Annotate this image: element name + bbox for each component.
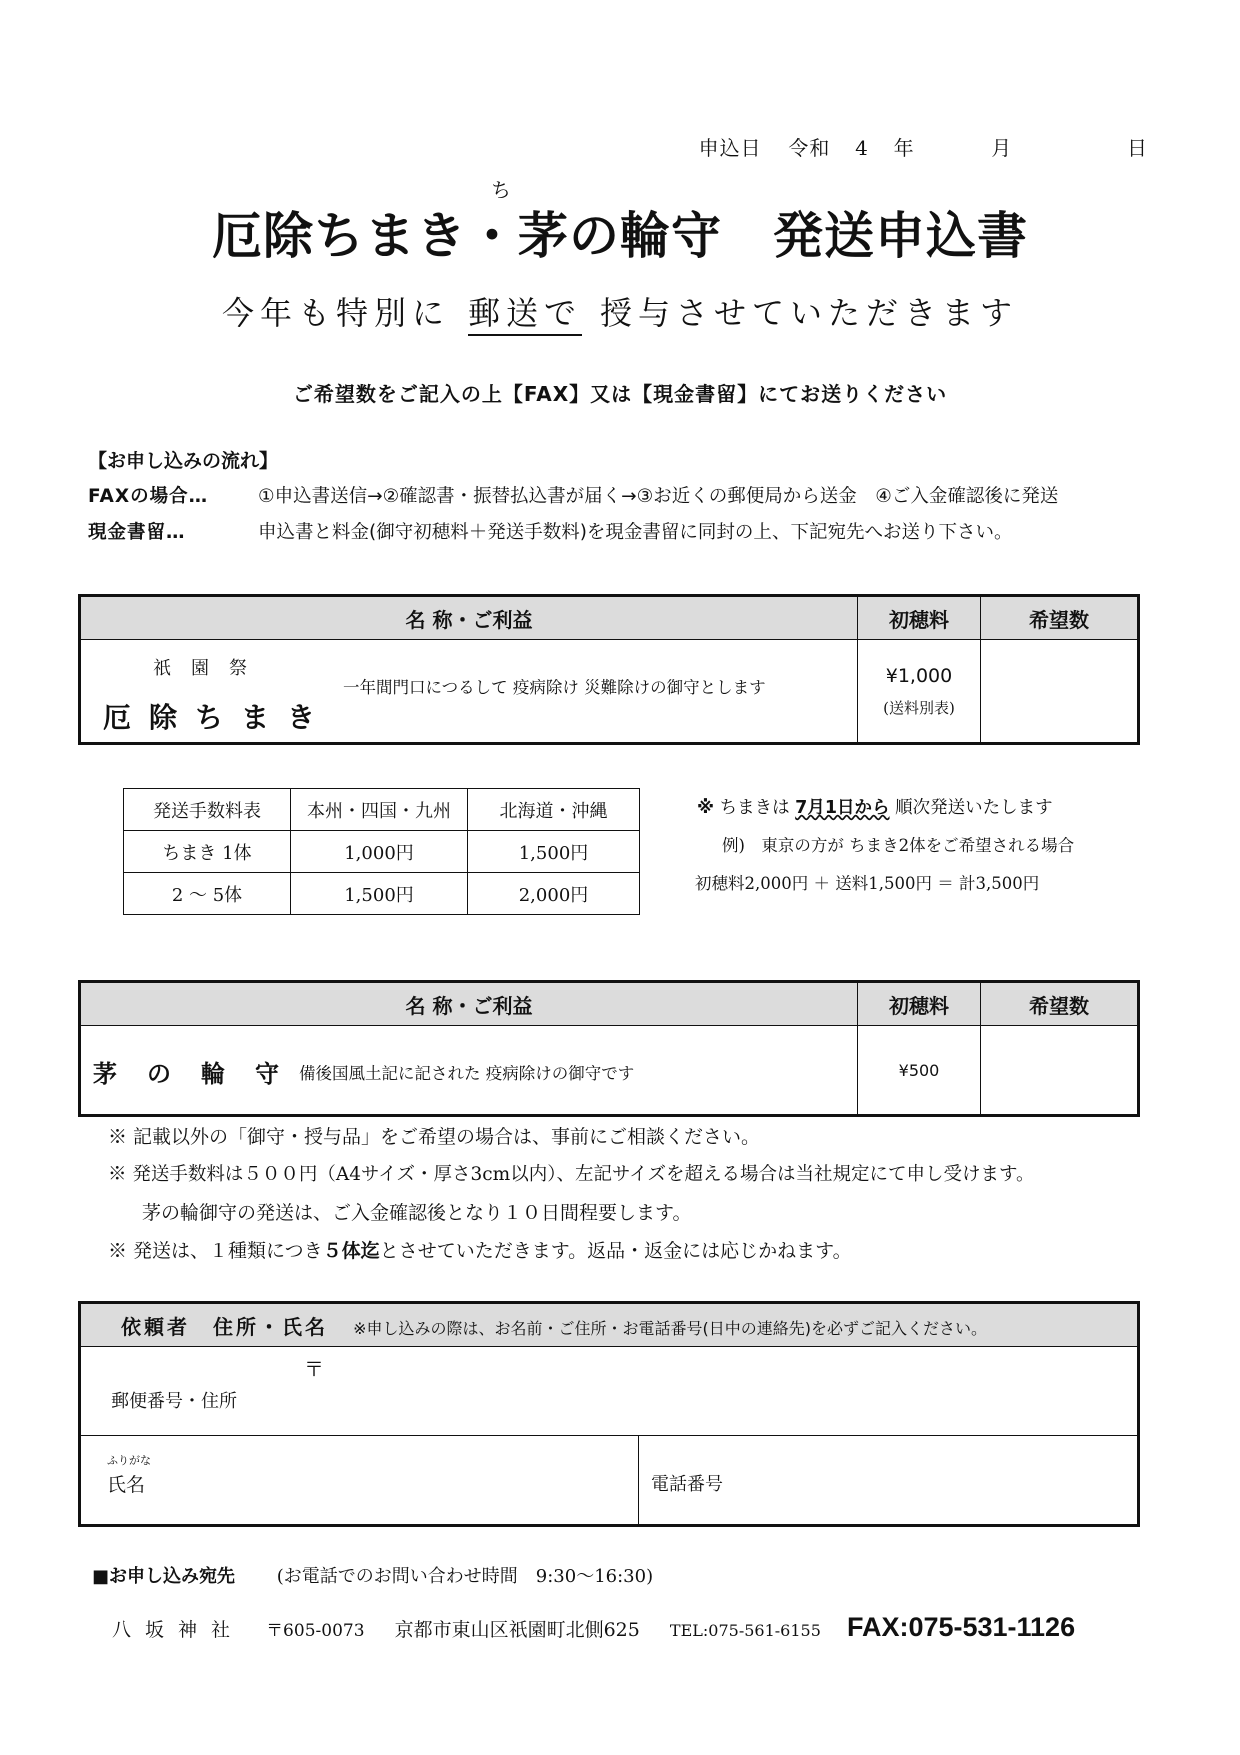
date-month: 月	[991, 136, 1013, 160]
note-shipping-fee: ※ 発送手数料は５００円（A4サイズ・厚さ3cm以内）、左記サイズを超える場合は当社規定にて申し受けます。	[108, 1164, 1035, 1185]
note-mark: ※	[697, 798, 715, 818]
item-table-chinowa	[78, 980, 1140, 1117]
item-chimaki-price: ¥1,000	[885, 664, 953, 687]
contact-heading: ■お申し込み宛先	[92, 1566, 236, 1587]
subtitle-post: 授与させていただきます	[600, 294, 1019, 332]
item-chinowa-description: 備後国風土記に記された 疫病除けの御守です	[299, 1064, 635, 1083]
fee-cell: ちまき 1体	[124, 831, 291, 873]
item-chimaki-quantity-field[interactable]	[981, 640, 1139, 744]
flow-cash-row	[88, 518, 1012, 544]
instruction: ご希望数をご記入の上【FAX】又は【現金書留】にてお送りください	[292, 382, 948, 406]
item-chinowa-name: 茅の輪守	[93, 1059, 309, 1088]
subtitle-pre: 今年も特別に	[221, 294, 450, 332]
applicant-table	[78, 1301, 1140, 1527]
item-chinowa-quantity-field[interactable]	[981, 1026, 1139, 1116]
phone-field[interactable]	[639, 1436, 1139, 1526]
example-line-1: 例) 東京の方が ちまき2体をご希望される場合	[722, 836, 1075, 855]
item-chimaki-price-cell	[858, 640, 981, 744]
fee-header-cell: 本州・四国・九州	[291, 789, 468, 831]
fee-cell: 1,500円	[468, 831, 640, 873]
date-year: 年	[893, 136, 915, 160]
item-chimaki-prefix: 祇園祭	[153, 658, 267, 679]
header-price: 初穂料	[858, 596, 981, 640]
fee-cell: 1,500円	[291, 873, 468, 915]
name-field[interactable]	[80, 1436, 639, 1526]
header-name: 名 称・ご利益	[80, 596, 858, 640]
title-ruby: ち	[491, 178, 511, 202]
fee-cell: 2,000円	[468, 873, 640, 915]
fee-row	[124, 873, 640, 915]
item-chimaki-name: 厄除ちまき	[103, 701, 334, 734]
item-chimaki-description: 一年間門口につるして 疫病除け 災難除けの御守とします	[343, 678, 766, 697]
header-quantity: 希望数	[981, 982, 1139, 1026]
shrine-name: 八坂神社	[112, 1619, 245, 1641]
applicant-header: 依頼者 住所・氏名	[121, 1314, 328, 1339]
date-label: 申込日	[698, 136, 762, 160]
ship-note-pre: ちまきは	[719, 798, 790, 818]
contact-hours: (お電話でのお問い合わせ時間 9:30〜16:30)	[276, 1566, 654, 1587]
header-price: 初穂料	[858, 982, 981, 1026]
applicant-header-note: ※申し込みの際は、お名前・ご住所・お電話番号(日中の連絡先)を必ずご記入ください。	[353, 1318, 987, 1338]
header-name: 名 称・ご利益	[80, 982, 858, 1026]
item-chimaki-cell	[80, 640, 858, 744]
note-chinowa-shipping: 茅の輪御守の発送は、ご入金確認後となり１０日間程要します。	[142, 1202, 692, 1224]
address-label: 郵便番号・住所	[111, 1391, 237, 1412]
furigana-label: ふりがな	[107, 1454, 151, 1467]
subtitle	[0, 288, 1240, 334]
fee-row	[124, 831, 640, 873]
postal-mark: 〒	[304, 1357, 324, 1381]
ship-note-post: 順次発送いたします	[895, 798, 1053, 818]
flow-cash-label: 現金書留…	[88, 522, 186, 543]
shipping-fee-table	[123, 788, 640, 915]
header-quantity: 希望数	[981, 596, 1139, 640]
shipping-start-note	[697, 794, 1053, 819]
fee-header-cell: 北海道・沖縄	[468, 789, 640, 831]
flow-cash-text: 申込書と料金(御守初穂料＋発送手数料)を現金書留に同封の上、下記宛先へお送り下さい。	[258, 522, 1013, 543]
flow-heading: 【お申し込みの流れ】	[88, 450, 279, 472]
shrine-address: 京都市東山区祇園町北側625	[394, 1619, 640, 1641]
item-chinowa-cell	[80, 1026, 858, 1116]
note-limit-pre: ※ 発送は、１種類につき	[108, 1240, 323, 1262]
fee-header-cell: 発送手数料表	[124, 789, 291, 831]
shrine-postal: 〒605-0073	[266, 1621, 365, 1641]
page-title: 厄除ちまき・茅の輪守 発送申込書	[212, 206, 1028, 265]
item-table-chimaki	[78, 594, 1140, 745]
date-day: 日	[1127, 136, 1148, 160]
flow-fax-label: FAXの場合…	[88, 486, 209, 507]
note-consultation: ※ 記載以外の「御守・授与品」をご希望の場合は、事前にご相談ください。	[108, 1126, 761, 1148]
subtitle-emphasis: 郵送で	[468, 294, 582, 336]
note-limit-post: とさせていただきます。返品・返金には応じかねます。	[379, 1240, 852, 1262]
shrine-fax: FAX:075-531-1126	[846, 1612, 1076, 1642]
note-limit	[108, 1236, 852, 1263]
flow-fax-row	[88, 482, 1058, 508]
application-date-line	[699, 132, 1148, 161]
flow-fax-text: ①申込書送信→②確認書・振替払込書が届く→③お近くの郵便局から送金 ④ご入金確認後に発送	[258, 486, 1059, 507]
contact-address-row	[112, 1612, 1075, 1643]
fee-cell: 1,000円	[291, 831, 468, 873]
date-year-number: 4	[855, 136, 869, 160]
date-era: 令和	[788, 136, 831, 160]
address-field[interactable]	[80, 1347, 1139, 1436]
ship-note-date: 7月1日から	[795, 798, 890, 818]
example-line-2: 初穂料2,000円 ＋ 送料1,500円 ＝ 計3,500円	[695, 874, 1040, 893]
applicant-header-cell	[80, 1303, 1139, 1347]
shrine-tel: TEL:075-561-6155	[669, 1621, 821, 1640]
note-limit-bold: ５体迄	[322, 1240, 380, 1262]
contact-heading-row	[92, 1562, 653, 1588]
name-label: 氏名	[107, 1474, 146, 1496]
item-chimaki-price-note: (送料別表)	[883, 698, 955, 717]
fee-cell: 2 ～ 5体	[124, 873, 291, 915]
phone-label: 電話番号	[651, 1474, 723, 1495]
item-chinowa-price: ¥500	[858, 1026, 981, 1116]
